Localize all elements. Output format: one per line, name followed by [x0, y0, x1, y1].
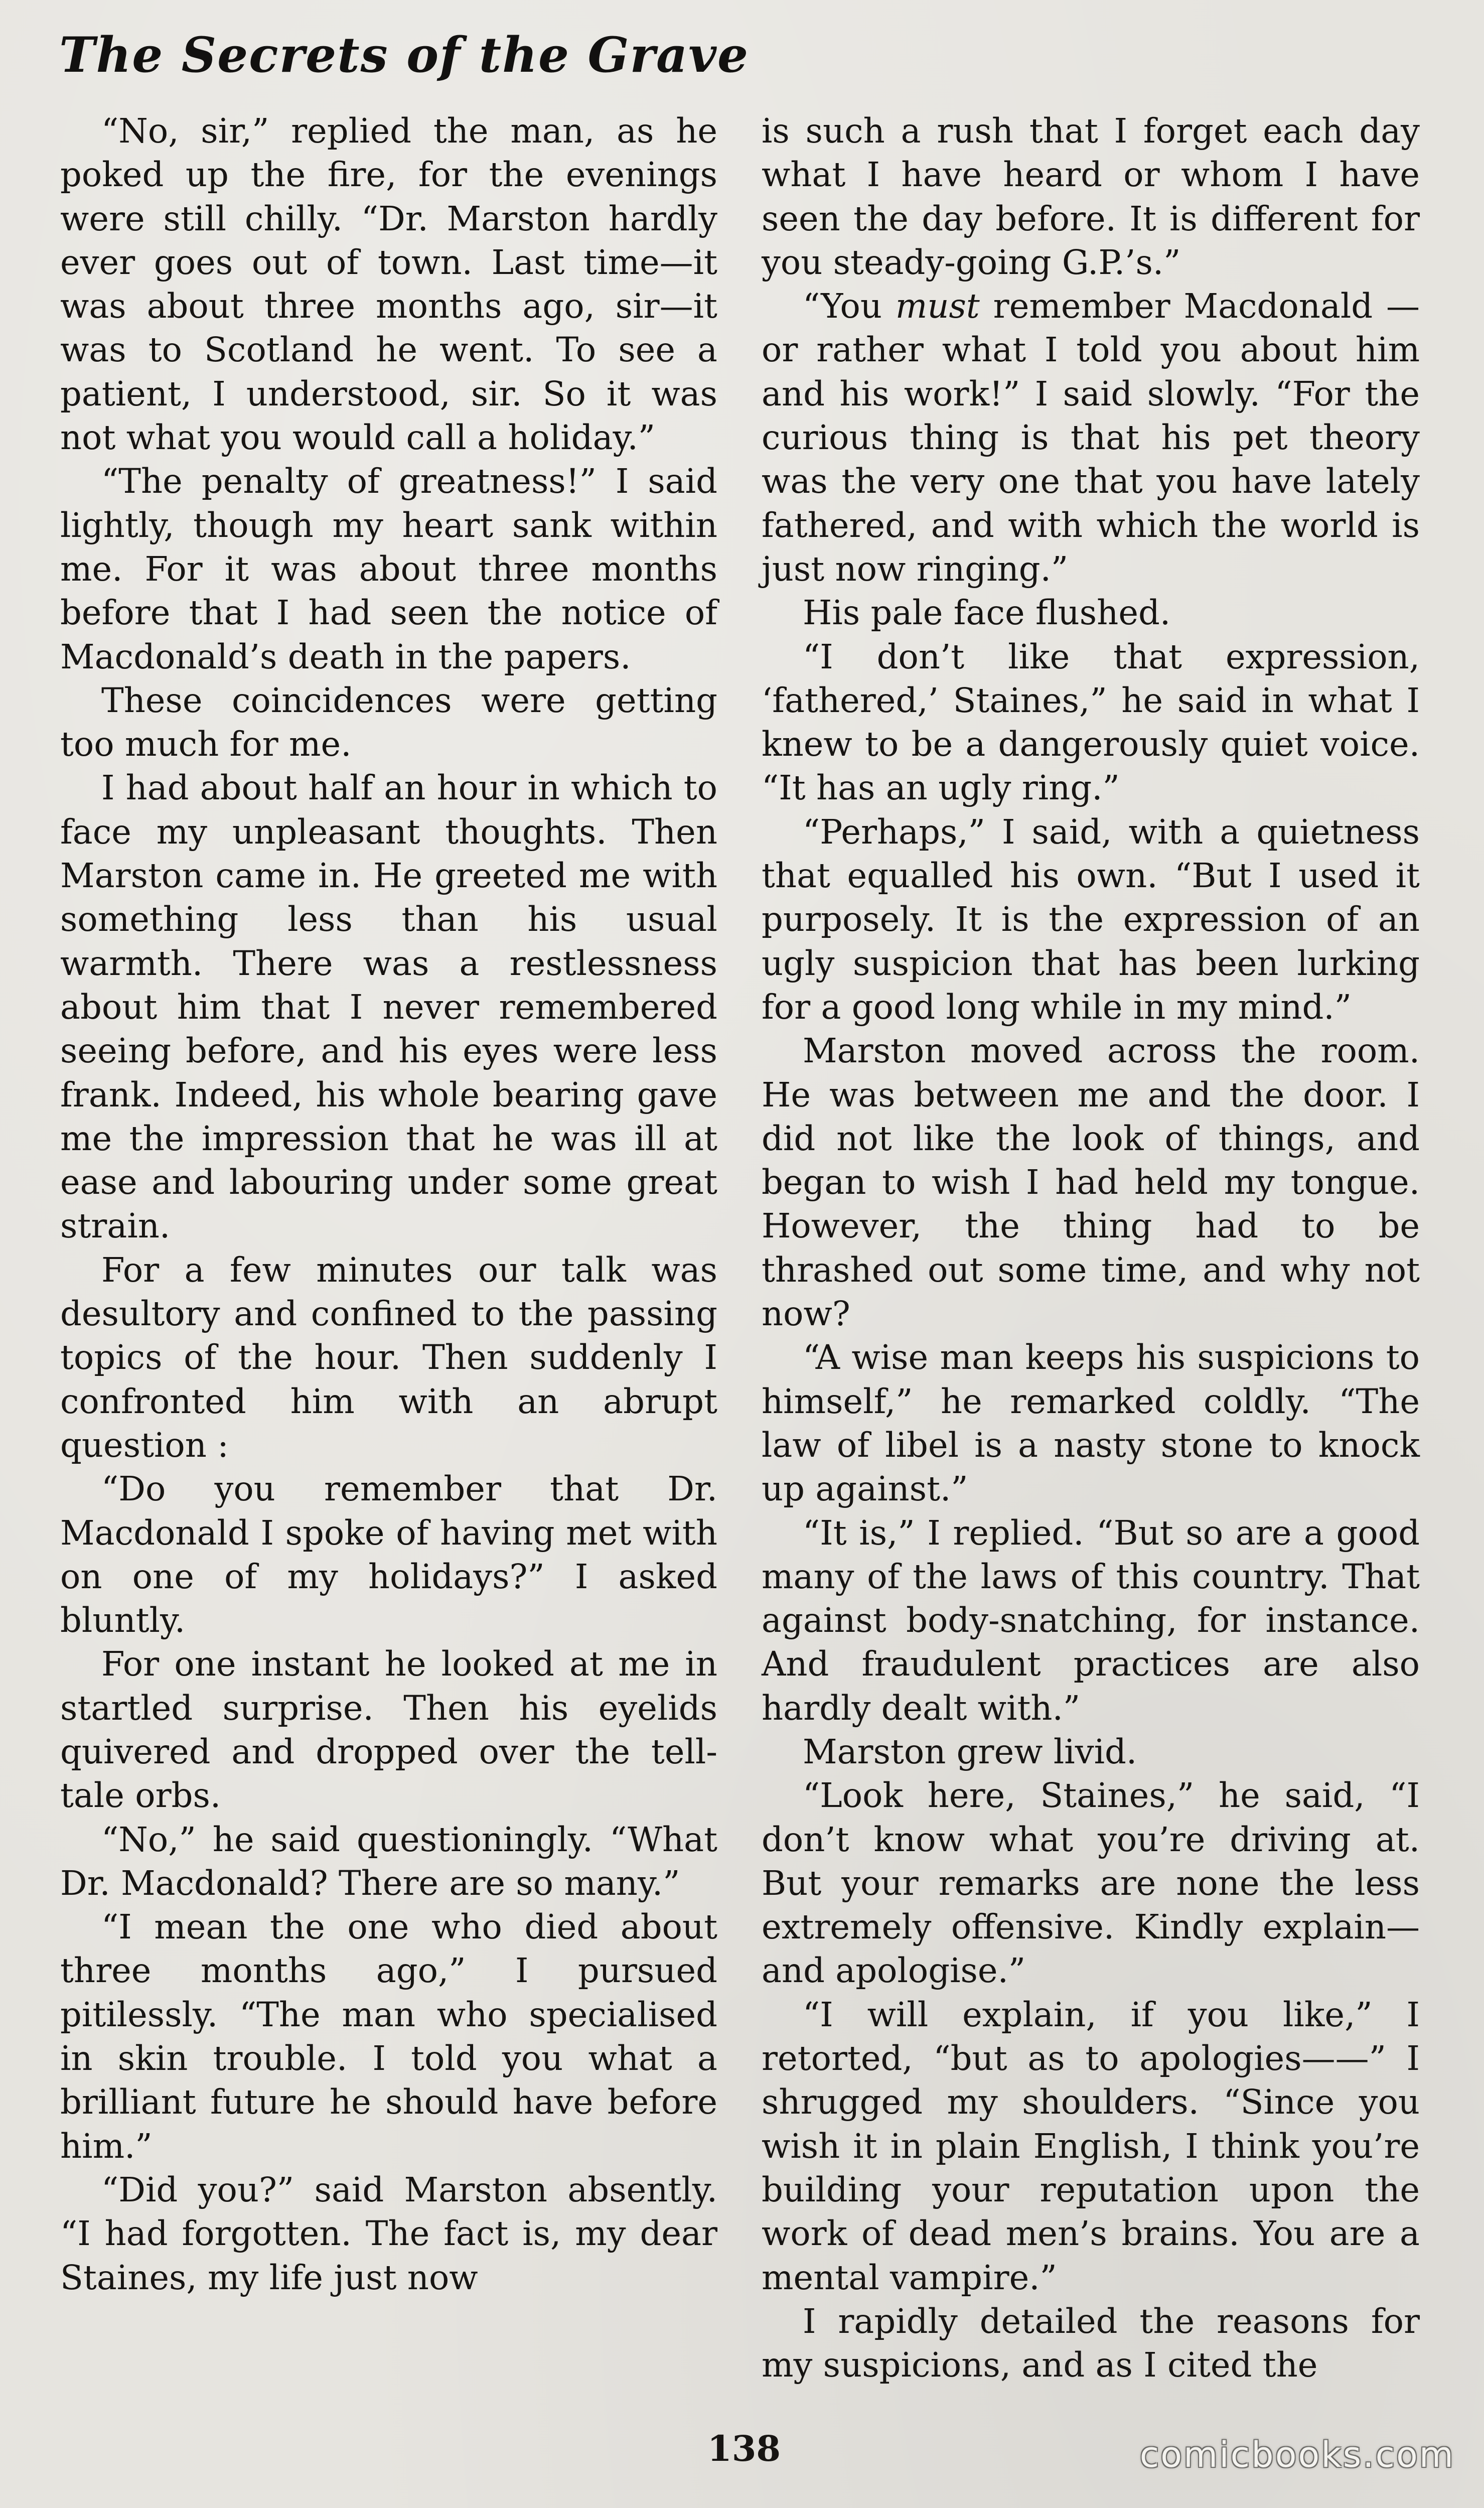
paragraph: Marston moved across the room. He was between me and the door. I did not like the look of things, and began to wish I had held my tongue. However, the thing had to be thrashed out some time, and why not now? [762, 1031, 1420, 1334]
paragraph: “Do you remember that Dr. Macdonald I spoke of having met with on one of my holidays?” I asked bluntly. [60, 1469, 717, 1640]
paragraph: “No, sir,” replied the man, as he poked up the fire, for the evenings were still chilly. “Dr. Marston hardly ever goes out of town. Last time—it was about three months ago, sir—it was to Scotland he went. To see a patient, I understood, sir. So it was not what you would call a holiday.” [60, 111, 717, 458]
page-number: 138 [707, 2428, 781, 2469]
paragraph: His pale face flushed. [803, 593, 1171, 633]
paragraph [762, 285, 1420, 591]
paragraph: “A wise man keeps his suspicions to himself,” he remarked coldly. “The law of libel is a nasty stone to knock up against.” [762, 1338, 1420, 1509]
continued-paragraph: is such a rush that I forget each day what I have heard or whom I have seen the day before. It is different for you steady-going G.P.’s.” [762, 111, 1420, 282]
paragraph: “Did you?” said Marston absently. “I had forgotten. The fact is, my dear Staines, my life just now [60, 2170, 717, 2297]
paragraph: “The penalty of greatness!” I said lightly, though my heart sank within me. For it was about three months before that I had seen the notice of Macdonald’s death in the papers. [60, 462, 717, 676]
paragraph-text: “You [803, 287, 896, 326]
paragraph: “No,” he said questioningly. “What Dr. Macdonald? There are so many.” [60, 1820, 717, 1903]
story-title: The Secrets of the Grave [59, 27, 750, 83]
paragraph: “I don’t like that expression, ‘fathered,’ Staines,” he said in what I knew to be a dangerously quiet voice. “It has an ugly ring.” [762, 637, 1420, 808]
paragraph: “I mean the one who died about three months ago,” I pursued pitilessly. “The man who specialised in skin trouble. I told you what a brilliant future he should have before him.” [60, 1907, 717, 2166]
paragraph: These coincidences were getting too much for me. [60, 680, 717, 764]
paragraph: For one instant he looked at me in startled surprise. Then his eyelids quivered and dropped over the tell-tale orbs. [60, 1644, 717, 1816]
right-text-column [762, 109, 1420, 2387]
paragraph: “Perhaps,” I said, with a quietness that equalled his own. “But I used it purposely. It is the expression of an ugly suspicion that has been lurking for a good long while in my mind.” [762, 812, 1420, 1027]
paragraph: “It is,” I replied. “But so are a good many of the laws of this country. That against body-snatching, for instance. And fraudulent practices are also hardly dealt with.” [762, 1513, 1420, 1728]
paragraph: For a few minutes our talk was desultory and confined to the passing topics of the hour. Then suddenly I confronted him with an abrupt question : [60, 1250, 717, 1465]
paragraph: I had about half an hour in which to face my unpleasant thoughts. Then Marston came in. He greeted me with something less than his usual warmth. There was a restlessness about him that I never remembered seeing before, and his eyes were less frank. Indeed, his whole bearing gave me the impression that he was ill at ease and labouring under some great strain. [60, 768, 717, 1246]
paragraph: Marston grew livid. [803, 1732, 1137, 1771]
emphasized-word: must [895, 287, 980, 326]
paragraph-text: remember Macdonald —or rather what I told you about him and his work!” I said slowly. “For the curious thing is that his pet theory was the very one that you have lately fathered, and with which the world is just now ringing.” [762, 287, 1420, 589]
watermark: comicbooks.com [1139, 2434, 1455, 2475]
left-text-column [60, 109, 717, 2300]
paragraph: “Look here, Staines,” he said, “I don’t know what you’re driving at. But your remarks are none the less extremely offensive. Kindly explain—and apologise.” [762, 1776, 1420, 1991]
paragraph: I rapidly detailed the reasons for my suspicions, and as I cited the [762, 2301, 1420, 2385]
paragraph: “I will explain, if you like,” I retorted, “but as to apologies——” I shrugged my shoulders. “Since you wish it in plain English, I think you’re building your reputation upon the work of dead men’s brains. You are a mental vampire.” [762, 1995, 1420, 2297]
